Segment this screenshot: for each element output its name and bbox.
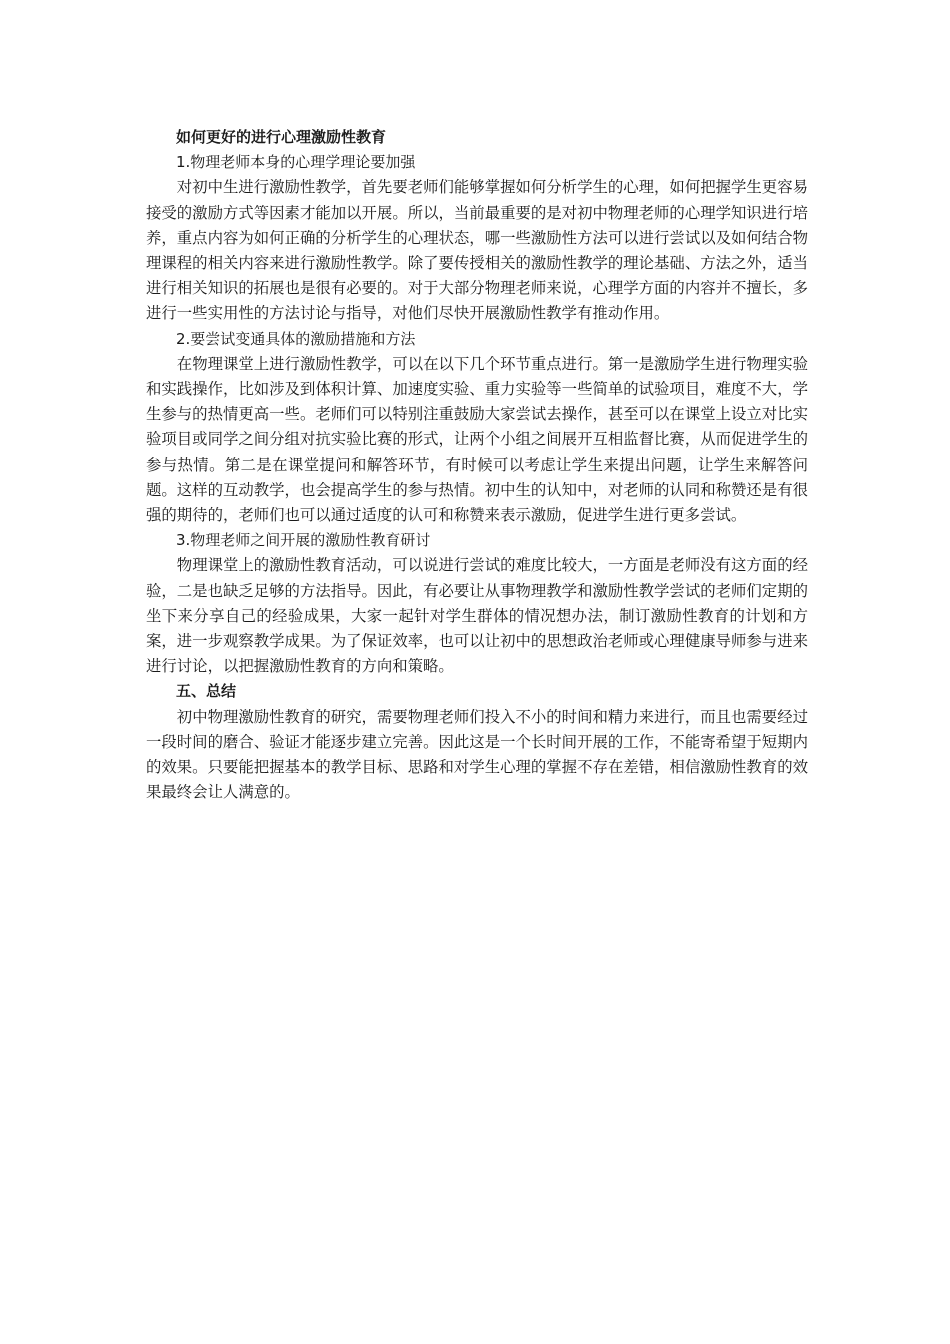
section-2-heading: 2.要尝试变通具体的激励措施和方法 xyxy=(176,329,416,348)
section-2-paragraph: 在物理课堂上进行激励性教学，可以在以下几个环节重点进行。第一是激励学生进行物理实验和实践操作，比如涉及到体积计算、加速度实验、重力实验等一些简单的试验项目，难度不大，学生参与的热情更高一些。老师们可以特别注重鼓励大家尝试去操作，甚至可以在课堂上设立对比实验项目或同学之间分组对抗实验比赛的形式，让两个小组之间展开互相监督比赛，从而促进学生的参与热情。第二是在课堂提问和解答环节，有时候可以考虑让学生来提出问题，让学生来解答问题。这样的互动教学，也会提高学生的参与热情。初中生的认知中，对老师的认同和称赞还是有很强的期待的，老师们也可以通过适度的认可和称赞来表示激励，促进学生进行更多尝试。 xyxy=(146,354,808,525)
conclusion-heading: 五、总结 xyxy=(176,682,237,701)
document-title: 如何更好的进行心理激励性教育 xyxy=(176,128,387,146)
section-1-heading: 1.物理老师本身的心理学理论要加强 xyxy=(176,153,416,172)
conclusion-paragraph: 初中物理激励性教育的研究，需要物理老师们投入不小的时间和精力来进行，而且也需要经过一段时间的磨合、验证才能逐步建立完善。因此这是一个长时间开展的工作，不能寄希望于短期内的效果。只要能把握基本的教学目标、思路和对学生心理的掌握不存在差错，相信激励性教育的效果最终会让人满意的。 xyxy=(146,707,808,802)
document-body xyxy=(146,125,808,805)
section-1-paragraph: 对初中生进行激励性教学，首先要老师们能够掌握如何分析学生的心理，如何把握学生更容易接受的激励方式等因素才能加以开展。所以，当前最重要的是对初中物理老师的心理学知识进行培养，重点内容为如何正确的分析学生的心理状态，哪一些激励性方法可以进行尝试以及如何结合物理课程的相关内容来进行激励性教学。除了要传授相关的激励性教学的理论基础、方法之外，适当进行相关知识的拓展也是很有必要的。对于大部分物理老师来说，心理学方面的内容并不擅长，多进行一些实用性的方法讨论与指导，对他们尽快开展激励性教学有推动作用。 xyxy=(146,178,808,323)
section-3-heading: 3.物理老师之间开展的激励性教育研讨 xyxy=(176,531,431,550)
section-3-paragraph: 物理课堂上的激励性教育活动，可以说进行尝试的难度比较大，一方面是老师没有这方面的经验，二是也缺乏足够的方法指导。因此，有必要让从事物理教学和激励性教学尝试的老师们定期的坐下来分享自己的经验成果，大家一起针对学生群体的情况想办法，制订激励性教育的计划和方案，进一步观察教学成果。为了保证效率，也可以让初中的思想政治老师或心理健康导师参与进来进行讨论，以把握激励性教育的方向和策略。 xyxy=(146,556,808,676)
